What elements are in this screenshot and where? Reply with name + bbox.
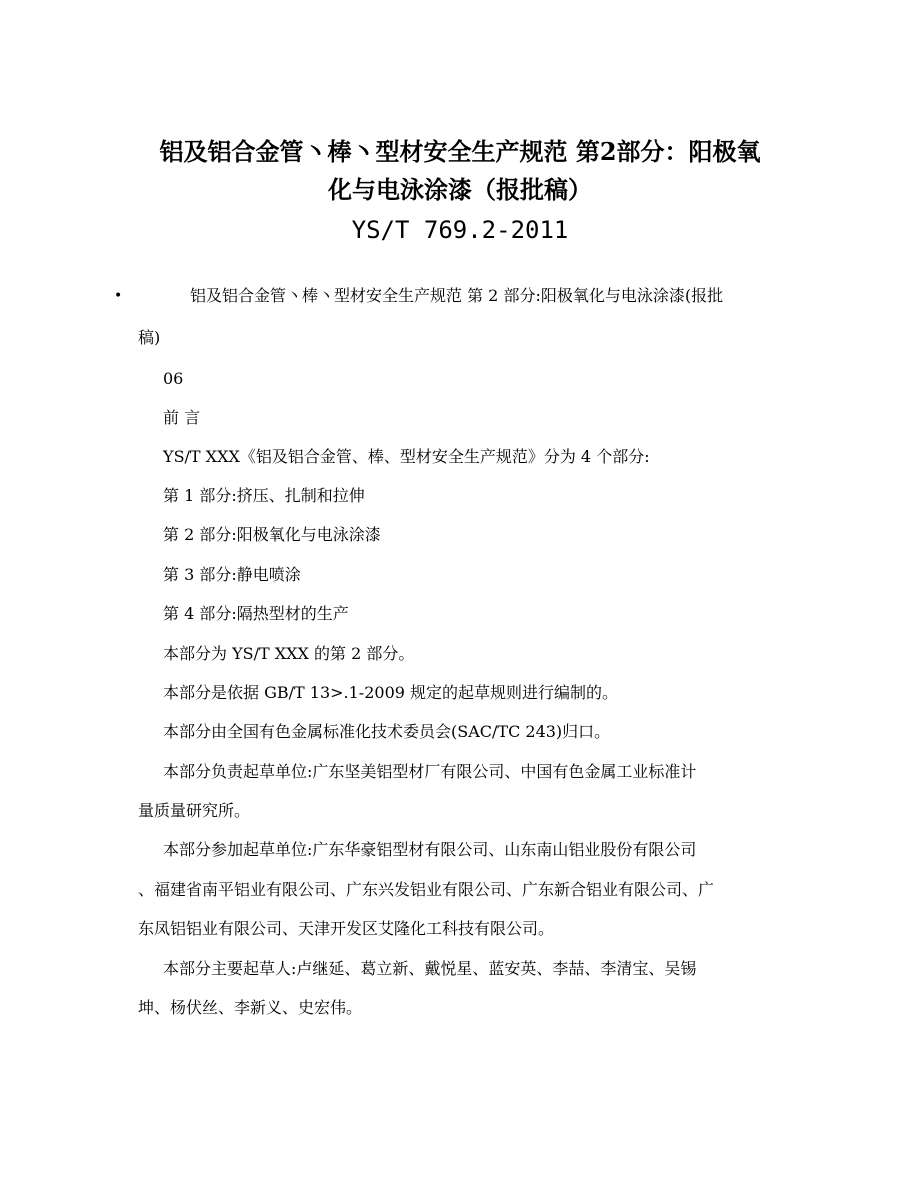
body-line-participants-cont-1: 、福建省南平铝业有限公司、广东兴发铝业有限公司、广东新合铝业有限公司、广 [138, 880, 715, 899]
body-line-title-ref: 铝及铝合金管丶棒丶型材安全生产规范 第 2 部分:阳极氧化与电泳涂漆(报批 [190, 286, 724, 305]
body-line-part-3: 第 3 部分:静电喷涂 [163, 565, 301, 584]
body-line-parts-intro: YS/T XXX《铝及铝合金管、棒、型材安全生产规范》分为 4 个部分: [163, 447, 650, 466]
body-line-number: 06 [163, 369, 184, 388]
body-line-part-2: 第 2 部分:阳极氧化与电泳涂漆 [163, 525, 381, 544]
body-line-drafting-rules: 本部分是依据 GB/T 13>.1-2009 规定的起草规则进行编制的。 [163, 683, 619, 702]
body-line-main-drafters-cont: 坤、杨伏丝、李新义、史宏伟。 [138, 998, 363, 1017]
document-title-line-1: 铝及铝合金管丶棒丶型材安全生产规范 第2部分：阳极氧 [159, 137, 761, 166]
standard-code: YS/T 769.2-2011 [351, 216, 569, 244]
body-line-title-ref-cont: 稿) [138, 328, 161, 347]
document-title-line-2: 化与电泳涂漆（报批稿） [328, 175, 592, 204]
body-line-lead-drafters: 本部分负责起草单位:广东坚美铝型材厂有限公司、中国有色金属工业标准计 [163, 762, 697, 781]
body-line-foreword-heading: 前 言 [163, 408, 201, 427]
body-line-part-4: 第 4 部分:隔热型材的生产 [163, 604, 349, 623]
body-line-main-drafters: 本部分主要起草人:卢继延、葛立新、戴悦星、蓝安英、李喆、李清宝、吴锡 [163, 959, 697, 978]
body-line-part-1: 第 1 部分:挤压、扎制和拉伸 [163, 486, 365, 505]
body-line-committee: 本部分由全国有色金属标准化技术委员会(SAC/TC 243)归口。 [163, 722, 611, 741]
body-line-lead-drafters-cont: 量质量研究所。 [138, 801, 251, 820]
body-line-participants-cont-2: 东凤铝铝业有限公司、天津开发区艾隆化工科技有限公司。 [138, 919, 555, 938]
body-line-participants: 本部分参加起草单位:广东华豪铝型材有限公司、山东南山铝业股份有限公司 [163, 840, 697, 859]
list-bullet: • [114, 288, 123, 304]
body-line-this-part: 本部分为 YS/T XXX 的第 2 部分。 [163, 644, 415, 663]
